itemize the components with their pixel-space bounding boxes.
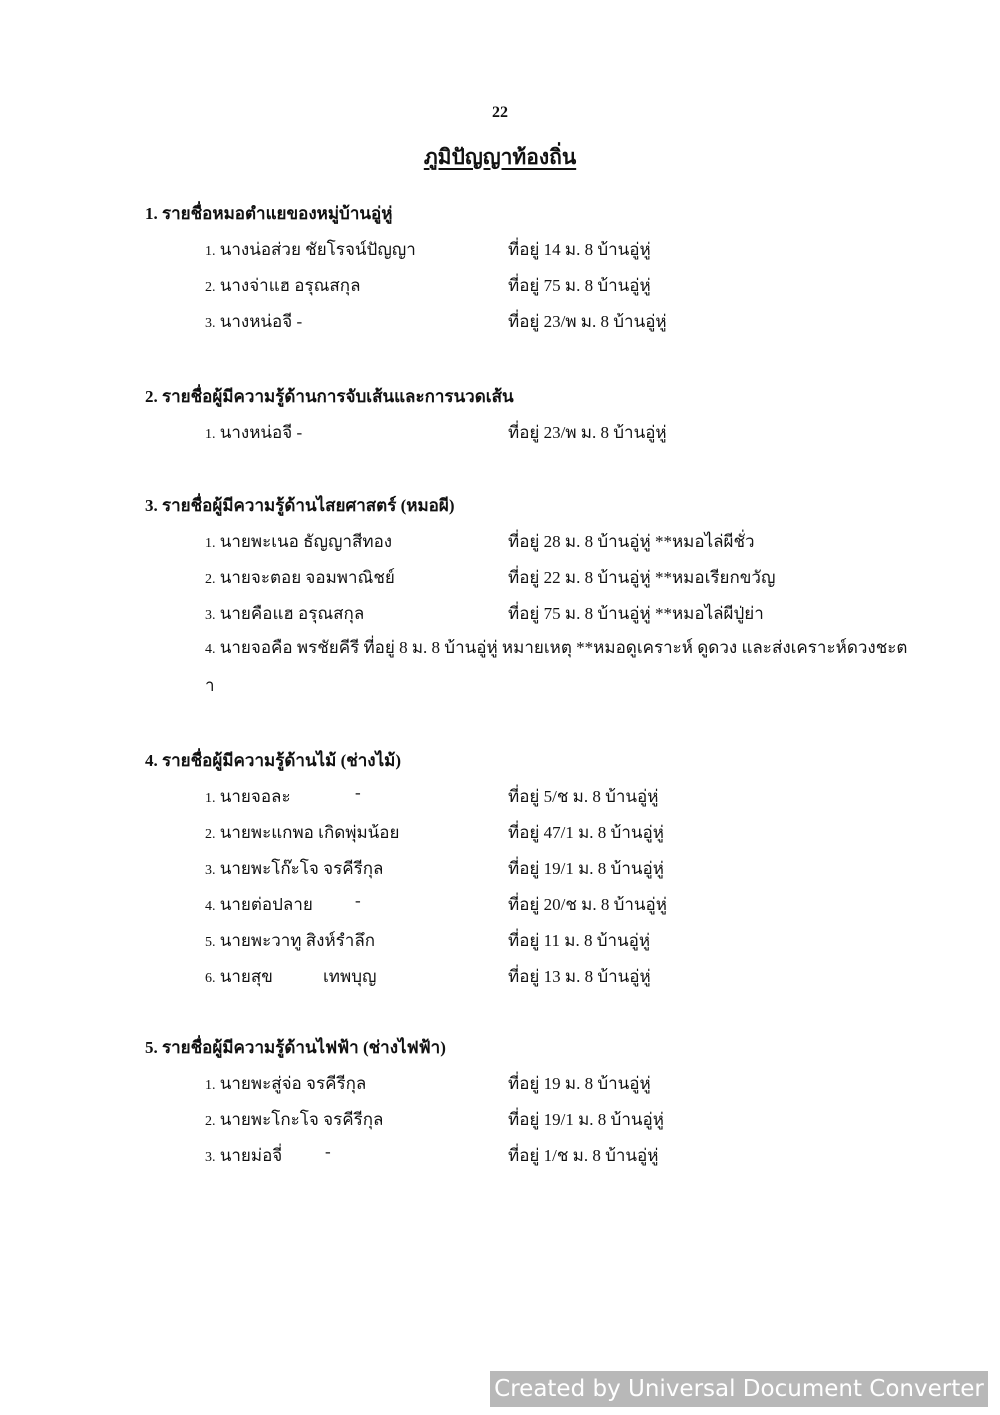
item-index: 4.	[205, 899, 216, 914]
person-name: นายม่อจี่	[219, 1146, 283, 1165]
item-index: 3.	[205, 1150, 216, 1165]
person-name: นายพะโก๊ะโจ จรคีรีกุล	[219, 859, 384, 878]
person-address: ที่อยู่ 5/ช ม. 8 บ้านอู่หู่	[508, 787, 659, 806]
person-address: ที่อยู่ 19/1 ม. 8 บ้านอู่หู่	[508, 1110, 664, 1129]
person-name: นางจ่าแฮ อรุณสกุล	[219, 276, 361, 295]
person-name: นายพะแกพอ เกิดพุ่มน้อย	[219, 823, 400, 842]
item-index: 1.	[205, 244, 216, 259]
person-address: ที่อยู่ 47/1 ม. 8 บ้านอู่หู่	[508, 823, 664, 842]
document-title	[0, 141, 1000, 174]
surname-placeholder-dash: -	[355, 783, 361, 802]
person-name: นายพะโกะโจ จรคีรีกุล	[219, 1110, 384, 1129]
section-heading-occult: 3. รายชื่อผู้มีความรู้ด้านไสยศาสตร์ (หมอผี)	[145, 496, 455, 515]
item-index: 4.	[205, 642, 216, 657]
person-name: นายต่อปลาย	[219, 895, 313, 914]
person-details: นายจอคือ พรชัยคีรี ที่อยู่ 8 ม. 8 บ้านอู่หู่ หมายเหตุ **หมอดูเคราะห์ ดูดวง และส่งเคราะห์ดวงชะตา	[205, 638, 908, 695]
item-index: 2.	[205, 280, 216, 295]
person-name: นายสุข	[219, 967, 273, 986]
person-address: ที่อยู่ 11 ม. 8 บ้านอู่หู่	[508, 931, 651, 950]
surname-placeholder-dash: -	[355, 891, 361, 910]
person-name: นางหน่อจี -	[219, 423, 303, 442]
person-address: ที่อยู่ 23/พ ม. 8 บ้านอู่หู่	[508, 312, 667, 331]
item-index: 2.	[205, 1114, 216, 1129]
person-name: นายพะวาทู สิงห์รำลึก	[219, 931, 376, 950]
item-index: 5.	[205, 935, 216, 950]
person-name: นายพะเนอ ธัญญาสีทอง	[219, 532, 393, 551]
item-index: 3.	[205, 608, 216, 623]
section-heading-electrical: 5. รายชื่อผู้มีความรู้ด้านไฟฟ้า (ช่างไฟฟ้า)	[145, 1038, 446, 1057]
person-address: ที่อยู่ 14 ม. 8 บ้านอู่หู่	[508, 240, 651, 259]
person-name: นางน่อส่วย ชัยโรจน์ปัญญา	[219, 240, 416, 259]
surname-placeholder-dash: -	[325, 1142, 331, 1161]
person-address: ที่อยู่ 23/พ ม. 8 บ้านอู่หู่	[508, 423, 667, 442]
page-number: 22	[492, 104, 508, 121]
item-index: 1.	[205, 427, 216, 442]
section-heading-massage: 2. รายชื่อผู้มีความรู้ด้านการจับเส้นและการนวดเส้น	[145, 387, 514, 406]
person-address: ที่อยู่ 1/ช ม. 8 บ้านอู่หู่	[508, 1146, 659, 1165]
item-index: 2.	[205, 572, 216, 587]
section-heading-midwives: 1. รายชื่อหมอตำแยของหมู่บ้านอู่หู่	[145, 204, 393, 223]
person-address: ที่อยู่ 22 ม. 8 บ้านอู่หู่ **หมอเรียกขวัญ	[508, 568, 776, 587]
person-name: นายพะสู่จ่อ จรคีรีกุล	[219, 1074, 367, 1093]
person-surname: เทพบุญ	[323, 967, 377, 986]
watermark-banner: Created by Universal Document Converter	[490, 1371, 988, 1407]
section-heading-carpentry: 4. รายชื่อผู้มีความรู้ด้านไม้ (ช่างไม้)	[145, 751, 402, 770]
person-address: ที่อยู่ 75 ม. 8 บ้านอู่หู่	[508, 276, 651, 295]
item-index: 1.	[205, 536, 216, 551]
person-name: นางหน่อจี -	[219, 312, 303, 331]
item-index: 1.	[205, 1078, 216, 1093]
document-title-text: ภูมิปัญญาท้องถิ่น	[423, 145, 577, 169]
person-name: นายคือแฮ อรุณสกุล	[219, 604, 365, 623]
item-index: 2.	[205, 827, 216, 842]
person-address: ที่อยู่ 19 ม. 8 บ้านอู่หู่	[508, 1074, 651, 1093]
person-address: ที่อยู่ 13 ม. 8 บ้านอู่หู่	[508, 967, 651, 986]
item-index: 1.	[205, 791, 216, 806]
item-index: 3.	[205, 316, 216, 331]
item-index: 6.	[205, 971, 216, 986]
person-address: ที่อยู่ 20/ช ม. 8 บ้านอู่หู่	[508, 895, 667, 914]
item-index: 3.	[205, 863, 216, 878]
person-address: ที่อยู่ 28 ม. 8 บ้านอู่หู่ **หมอไล่ผีชั่ว	[508, 532, 755, 551]
person-name: นายจอละ	[219, 787, 291, 806]
person-address: ที่อยู่ 75 ม. 8 บ้านอู่หู่ **หมอไล่ผีปู่ย่า	[508, 604, 764, 623]
list-item-long	[205, 630, 910, 704]
person-address: ที่อยู่ 19/1 ม. 8 บ้านอู่หู่	[508, 859, 664, 878]
person-name: นายจะตอย จอมพาณิชย์	[219, 568, 395, 587]
